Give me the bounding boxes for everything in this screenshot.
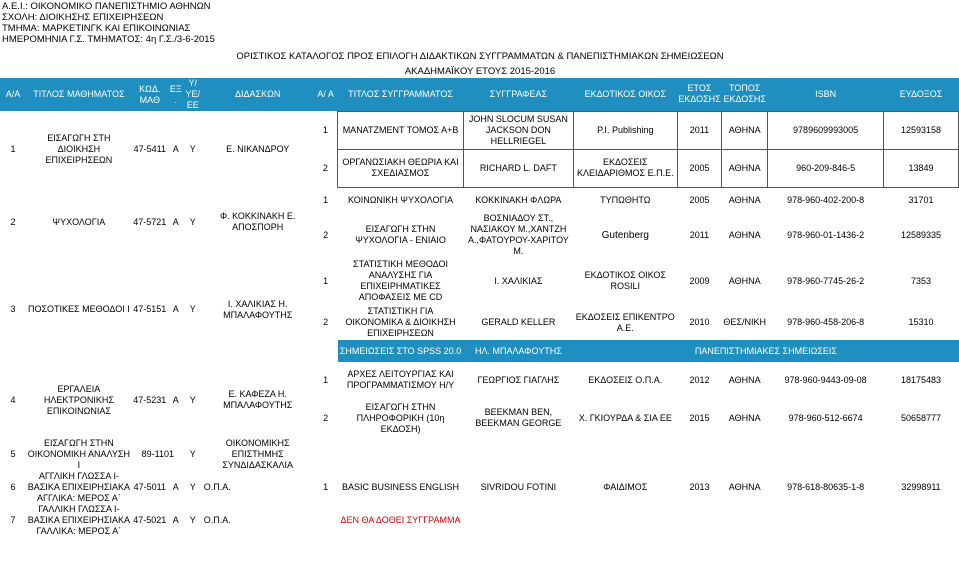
book-author: ΗΛ. ΜΠΑΛΑΦΟΥΤΗΣ: [463, 340, 573, 362]
course-semester: Α: [172, 515, 179, 525]
book-year: 2011: [677, 111, 721, 149]
book-title: ΑΡΧΕΣ ΛΕΙΤΟΥΡΓΙΑΣ ΚΑΙ ΠΡΟΓΡΑΜΜΑΤΙΣΜΟΥ Η/Υ: [346, 369, 455, 390]
course-title: ΕΙΣΑΓΩΓΗ ΣΤΗ ΔΙΟΙΚΗΣΗ ΕΠΙΧΕΙΡΗΣΕΩΝ: [45, 132, 113, 165]
table-row: [0, 504, 959, 537]
table-row: [0, 438, 959, 471]
course-aa: 5: [10, 449, 16, 459]
book-author: Ι. ΧΑΛΙΚΙΑΣ: [494, 275, 543, 286]
book-place: ΘΕΣ/ΝΙΚΗ: [723, 317, 766, 327]
col-author: ΣΥΓΓΡΑΦΕΑΣ: [463, 78, 573, 111]
book-isbn: 978-960-512-6674: [788, 412, 863, 423]
course-title: ΨΥΧΟΛΟΓΙΑ: [52, 216, 106, 227]
book-author: ΚΟΚΚΙΝΑΚΗ ΦΛΩΡΑ: [475, 194, 562, 205]
course-title: ΠΟΣΟΤΙΚΕΣ ΜΕΘΟΔΟΙ Ι: [27, 304, 130, 314]
book-aa: 2: [323, 229, 329, 240]
book-title: ΟΡΓΑΝΩΣΙΑΚΗ ΘΕΩΡΙΑ ΚΑΙ ΣΧΕΔΙΑΣΜΟΣ: [338, 149, 464, 187]
book-aa: 1: [323, 374, 329, 385]
course-semester: Α: [172, 143, 179, 154]
catalog-title: ΟΡΙΣΤΙΚΟΣ ΚΑΤΑΛΟΓΟΣ ΠΡΟΣ ΕΠΙΛΟΓΗ ΔΙΔΑΚΤΙΚΩΝ ΣΥΓΓΡΑΜΜΑΤΩΝ & ΠΑΝΕΠΙΣΤΗΜΙΑΚΩΝ ΣΗΜΕΙΩΣΕΩΝ: [236, 51, 724, 62]
university-name: Α.Ε.Ι.: ΟΙΚΟΝΟΜΙΚΟ ΠΑΝΕΠΙΣΤΗΜΙΟ ΑΘΗΝΩΝ: [2, 1, 211, 12]
col-course-title: ΤΙΤΛΟΣ ΜΑΘΗΜΑΤΟΣ: [26, 78, 132, 111]
col-semester: ΕΞ .: [168, 78, 184, 111]
book-author: ΒΟΣΝΙΑΔΟΥ ΣΤ., ΝΑΣΙΑΚΟΥ Μ.,ΧΑΝΤΖΗ Α.,ΦΑΤΟΥΡΟΥ-ΧΑΡΙΤΟΥ Μ.: [468, 213, 569, 256]
book-year: 2012: [689, 374, 710, 385]
book-publisher: P.I. Publishing: [573, 111, 677, 149]
book-title: ΣΤΑΤΙΣΤΙΚΗ ΜΕΘΟΔΟΙ ΑΝΑΛΥΣΗΣ ΓΙΑ ΕΠΙΧΕΙΡΗΜΑΤΙΚΕΣ ΑΠΟΦΑΣΕΙΣ ΜΕ CD: [353, 259, 448, 302]
book-eudoxus: 31701: [908, 194, 934, 205]
book-author: ΓΕΩΡΓΙΟΣ ΓΙΑΓΛΗΣ: [477, 374, 560, 385]
book-year: 2013: [689, 482, 710, 492]
school-name: ΣΧΟΛΗ: ΔΙΟΙΚΗΣΗΣ ΕΠΙΧΕΙΡΗΣΕΩΝ: [2, 12, 164, 23]
empty-cell: [314, 438, 959, 471]
col-book-aa: Α/ Α: [314, 78, 338, 111]
course-teacher: Ε. ΝΙΚΑΝΔΡΟΥ: [226, 143, 290, 154]
book-publisher: ΤΥΠΩΘΗΤΩ: [600, 194, 651, 205]
col-year: ΕΤΟΣ ΕΚΔΟΣΗΣ: [677, 78, 721, 111]
col-aa: Α/Α: [0, 78, 26, 111]
course-title: ΓΑΛΛΙΚΗ ΓΛΩΣΣΑ Ι- ΒΑΣΙΚΑ ΕΠΙΧΕΙΡΗΣΙΑΚΑ ΓΑΛΛΙΚΑ: ΜΕΡΟΣ Α΄: [27, 504, 130, 536]
book-place: ΑΘΗΝΑ: [728, 482, 761, 492]
course-code: 47-5151: [133, 304, 167, 314]
col-course-code: ΚΩΔ. ΜΑΘ: [132, 78, 168, 111]
book-isbn: 978-960-01-1436-2: [787, 229, 865, 240]
col-type: Υ/ ΥΕ/ ΕΕ: [185, 78, 201, 110]
course-teacher: Ι. ΧΑΛΙΚΙΑΣ Η. ΜΠΑΛΑΦΟΥΤΗΣ: [223, 298, 293, 320]
book-title: ΚΟΙΝΩΝΙΚΗ ΨΥΧΟΛΟΓΙΑ: [347, 194, 454, 205]
book-title: ΣΗΜΕΙΩΣΕΙΣ ΣΤΟ SPSS 20.0: [338, 340, 464, 362]
course-code: 89-1101: [141, 449, 174, 459]
book-year: 2005: [689, 194, 710, 205]
book-year: 2011: [689, 229, 710, 240]
book-isbn: 978-960-458-206-8: [787, 317, 865, 327]
book-aa: 1: [323, 194, 329, 205]
book-publisher: ΕΚΔΟΤΙΚΟΣ ΟΙΚΟΣ ROSILI: [584, 270, 666, 291]
book-isbn: 978-618-80635-1-8: [787, 482, 865, 492]
course-code: 47-5011: [133, 482, 166, 492]
book-year: 2015: [689, 412, 710, 423]
book-aa: 2: [322, 162, 328, 173]
book-eudoxus: 12593158: [884, 111, 959, 149]
course-aa: 6: [10, 482, 16, 492]
book-place: ΑΘΗΝΑ: [728, 374, 761, 385]
book-place: ΑΘΗΝΑ: [728, 275, 761, 286]
book-title: ΜΑΝΑΤΖΜΕΝΤ ΤΟΜΟΣ Α+Β: [338, 111, 464, 149]
academic-year: ΑΚΑΔΗΜΑΪΚΟΥ ΕΤΟΥΣ 2015-2016: [404, 66, 556, 77]
col-eudoxus: ΕΥΔΟΞΟΣ: [884, 78, 959, 111]
course-semester: Α: [172, 304, 179, 314]
course-type: Υ: [189, 143, 196, 154]
book-author: JOHN SLOCUM SUSAN JACKSON DON HELLRIEGEL: [463, 111, 573, 149]
course-teacher: ΟΙΚΟΝΟΜΙΚΗΣ ΕΠΙΣΤΗΜΗΣ ΣΥΝΔΙΔΑΣΚΑΛΙΑ: [222, 438, 294, 470]
course-type: Υ: [189, 515, 196, 525]
book-aa: 1: [323, 482, 329, 492]
book-eudoxus: 32998911: [901, 482, 941, 492]
course-title: ΕΙΣΑΓΩΓΗ ΣΤΗΝ ΟΙΚΟΝΟΜΙΚΗ ΑΝΑΛΥΣΗ Ι: [27, 438, 130, 470]
book-author: RICHARD L. DAFT: [463, 149, 573, 187]
course-teacher: Ο.Π.Α.: [203, 482, 231, 492]
book-eudoxus: 15310: [908, 317, 934, 327]
book-isbn: 978-960-402-200-8: [787, 194, 865, 205]
col-place: ΤΟΠΟΣ ΕΚΔΟΣΗΣ: [722, 78, 768, 111]
book-isbn: 978-960-7745-26-2: [787, 275, 865, 286]
course-type: Υ: [189, 216, 196, 227]
course-semester: Α: [172, 482, 179, 492]
book-aa: [314, 504, 338, 537]
book-place: ΑΘΗΝΑ: [728, 229, 761, 240]
table-row: [0, 257, 959, 305]
table-row: [0, 111, 959, 149]
book-title: ΕΙΣΑΓΩΓΗ ΣΤΗΝ ΠΛΗΡΟΦΟΡΙΚΗ (10η ΕΚΔΟΣΗ): [356, 401, 445, 434]
book-isbn: 960-209-846-5: [768, 149, 884, 187]
course-teacher: Ο.Π.Α.: [203, 515, 231, 525]
course-teacher: Φ. ΚΟΚΚΙΝΑΚΗ Ε. ΑΠΟΣΠΟΡΗ: [219, 211, 296, 232]
book-isbn: 978-960-9443-09-08: [784, 374, 867, 385]
course-type: Υ: [189, 449, 196, 459]
book-aa: 2: [323, 412, 329, 423]
book-place: ΑΘΗΝΑ: [728, 194, 761, 205]
course-code: 47-5411: [133, 143, 166, 154]
book-publisher: Gutenberg: [601, 229, 649, 241]
course-title: ΕΡΓΑΛΕΙΑ ΗΛΕΚΤΡΟΝΙΚΗΣ ΕΠΙΚΟΙΝΩΝΙΑΣ: [43, 383, 114, 416]
course-code: 47-5021: [133, 515, 167, 525]
course-aa: 7: [10, 515, 16, 525]
book-publisher: ΕΚΔΟΣΕΙΣ Ο.Π.Α.: [588, 374, 663, 385]
col-isbn: ISBN: [768, 78, 884, 111]
table-row: [0, 362, 959, 398]
book-title: ΕΙΣΑΓΩΓΗ ΣΤΗΝ ΨΥΧΟΛΟΓΙΑ - ΕΝΙΑΙΟ: [355, 224, 446, 245]
book-aa: 1: [323, 275, 329, 286]
no-textbook-note: ΔΕΝ ΘΑ ΔΟΘΕΙ ΣΥΓΓΡΑΜΜΑ: [340, 515, 461, 525]
book-place: ΑΘΗΝΑ: [722, 149, 768, 187]
course-title: ΑΓΓΛΙΚΗ ΓΛΩΣΣΑ Ι- ΒΑΣΙΚΑ ΕΠΙΧΕΙΡΗΣΙΑΚΑ ΑΓΓΛΙΚΑ: ΜΕΡΟΣ Α΄: [27, 471, 130, 503]
book-author: SIVRIDOU FOTINI: [480, 482, 557, 492]
book-eudoxus: 18175483: [900, 374, 942, 385]
course-type: Υ: [189, 304, 196, 314]
book-notes: ΠΑΝΕΠΙΣΤΗΜΙΑΚΕΣ ΣΗΜΕΙΩΣΕΙΣ: [573, 340, 958, 362]
book-author: GERALD KELLER: [481, 317, 556, 327]
course-aa: 1: [10, 143, 16, 154]
book-eudoxus: 12589335: [900, 229, 942, 240]
course-semester: Α: [172, 394, 179, 405]
book-isbn: 9789609993005: [768, 111, 884, 149]
table-row: [0, 471, 959, 504]
course-type: Υ: [189, 394, 196, 405]
col-teacher: ΔΙΔΑΣΚΩΝ: [202, 78, 314, 111]
header-row: [0, 78, 959, 111]
col-book-title: ΤΙΤΛΟΣ ΣΥΓΓΡΑΜΜΑΤΟΣ: [338, 78, 464, 111]
book-year: 2009: [689, 275, 710, 286]
book-aa: 2: [323, 317, 329, 327]
textbook-table: [0, 78, 959, 537]
col-publisher: ΕΚΔΟΤΙΚΟΣ ΟΙΚΟΣ: [573, 78, 677, 111]
book-eudoxus: 13849: [884, 149, 959, 187]
course-teacher: Ε. ΚΑΦΕΖΑ Η. ΜΠΑΛΑΦΟΥΤΗΣ: [223, 389, 293, 410]
course-aa: 3: [10, 304, 16, 314]
book-place: ΑΘΗΝΑ: [722, 111, 768, 149]
book-eudoxus: 50658777: [900, 412, 942, 423]
book-title: ΣΤΑΤΙΣΤΙΚΗ ΓΙΑ ΟΙΚΟΝΟΜΙΚΑ & ΔΙΟΙΚΗΣΗ ΕΠΙΧΕΙΡΗΣΕΩΝ: [345, 306, 456, 338]
course-code: 47-5231: [133, 394, 167, 405]
book-eudoxus: 7353: [910, 275, 932, 286]
course-type: Υ: [189, 482, 196, 492]
book-publisher: ΕΚΔΟΣΕΙΣ ΕΠΙΚΕΝΤΡΟ Α.Ε.: [575, 311, 675, 333]
course-aa: 4: [10, 394, 16, 405]
book-publisher: Χ. ΓΚΙΟΥΡΔΑ & ΣΙΑ ΕΕ: [578, 412, 672, 423]
book-aa: 1: [322, 124, 328, 135]
book-year: 2010: [689, 317, 710, 327]
department-name: ΤΜΗΜΑ: ΜΑΡΚΕΤΙΝΓΚ ΚΑΙ ΕΠΙΚΟΙΝΩΝΙΑΣ: [2, 23, 191, 34]
book-publisher: ΦΑΙΔΙΜΟΣ: [603, 482, 648, 492]
course-code: 47-5721: [133, 216, 167, 227]
table-row: [0, 187, 959, 213]
book-author: BEEKMAN BEN, BEEKMAN GEORGE: [475, 407, 562, 428]
book-title: BASIC BUSINESS ENGLISH: [342, 482, 460, 492]
book-publisher: ΕΚΔΟΣΕΙΣ ΚΛΕΙΔΑΡΙΘΜΟΣ Ε.Π.Ε.: [573, 149, 677, 187]
assembly-date: ΗΜΕΡΟΜΗΝΙΑ Γ.Σ. ΤΜΗΜΑΤΟΣ: 4η Γ.Σ./3-6-2015: [2, 34, 215, 45]
course-aa: 2: [10, 216, 16, 227]
empty-cell: [463, 504, 958, 537]
book-aa: [314, 340, 338, 362]
course-semester: Α: [172, 216, 179, 227]
book-place: ΑΘΗΝΑ: [728, 412, 761, 423]
book-year: 2005: [677, 149, 721, 187]
